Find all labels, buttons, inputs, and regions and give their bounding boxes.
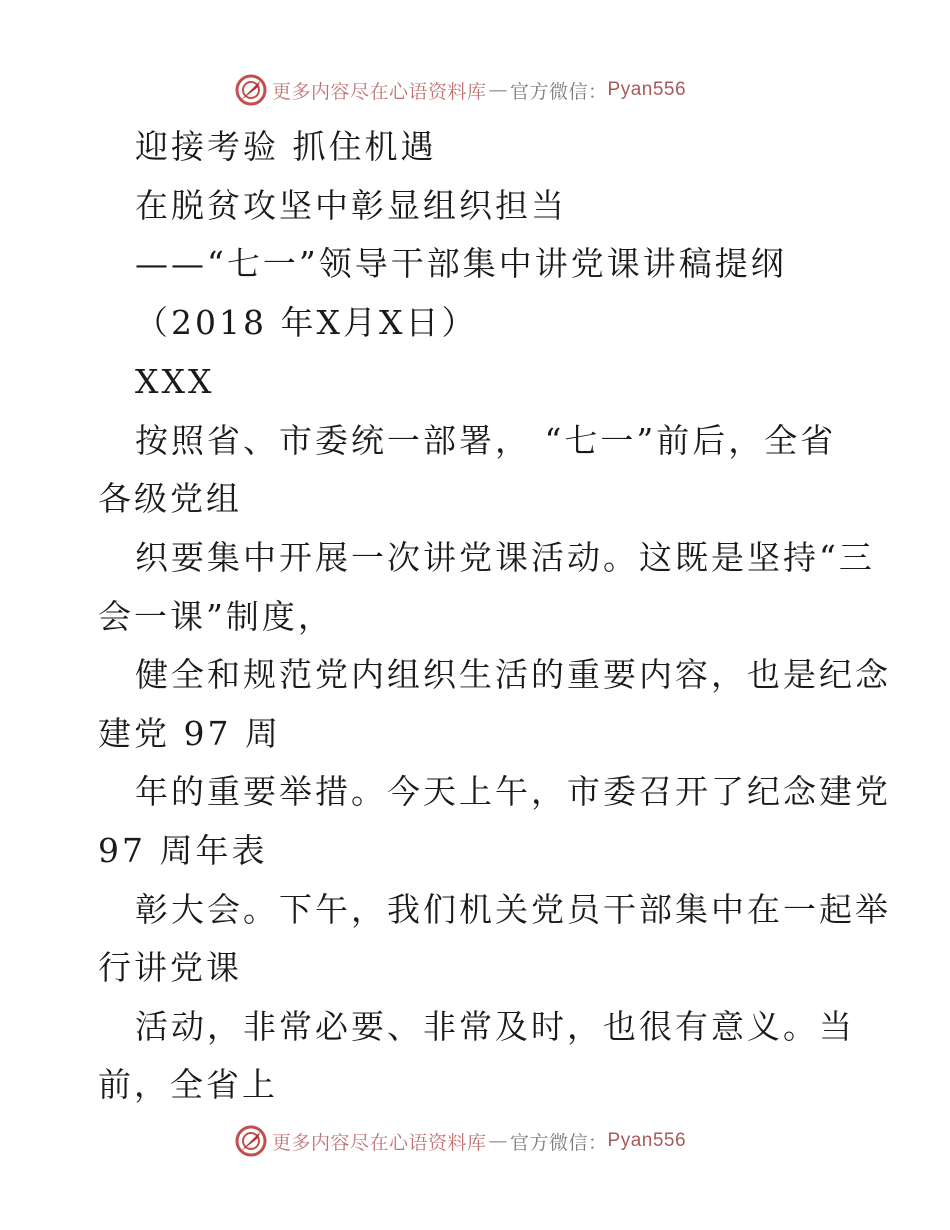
doc-author: XXX [135,362,215,401]
body-line: 按照省、市委统一部署， “七一”前后，全省 [135,421,837,460]
body-line: 年的重要举措。今天上午，市委召开了纪念建党 [135,772,891,811]
body-line: 97 周年表 [98,831,268,870]
watermark-wechat-label: 官方微信： [510,1131,608,1154]
watermark-dash: — [488,1130,509,1152]
doc-subtitle: ——“七一”领导干部集中讲党课讲稿提纲 [135,244,787,283]
doc-date: （2018 年X月X日） [135,303,478,342]
body-line: 建党 97 周 [98,714,281,753]
pen-logo-icon [234,73,268,107]
watermark-dash: — [488,79,509,101]
watermark-wechat-id: Pyan556 [607,79,687,100]
body-line: 前，全省上 [98,1065,278,1104]
body-line: 各级党组 [98,479,242,518]
body-line: 活动，非常必要、非常及时，也很有意义。当 [135,1007,855,1046]
doc-title-line-1: 迎接考验 抓住机遇 [135,127,437,166]
footer-watermark [234,1124,686,1158]
body-line: 织要集中开展一次讲党课活动。这既是坚持“三 [135,538,875,577]
body-line: 行讲党课 [98,948,242,987]
watermark-wechat-id: Pyan556 [607,1130,687,1151]
body-line: 会一课”制度， [98,597,334,636]
doc-title-line-2: 在脱贫攻坚中彰显组织担当 [135,186,567,225]
watermark-text: 更多内容尽在心语资料库 [272,80,487,103]
pen-logo-icon [234,1124,268,1158]
watermark-wechat-label: 官方微信： [510,80,608,103]
body-line: 健全和规范党内组织生活的重要内容，也是纪念 [135,655,891,694]
body-line: 彰大会。下午，我们机关党员干部集中在一起举 [135,890,891,929]
watermark-text: 更多内容尽在心语资料库 [272,1131,487,1154]
header-watermark [234,73,686,107]
